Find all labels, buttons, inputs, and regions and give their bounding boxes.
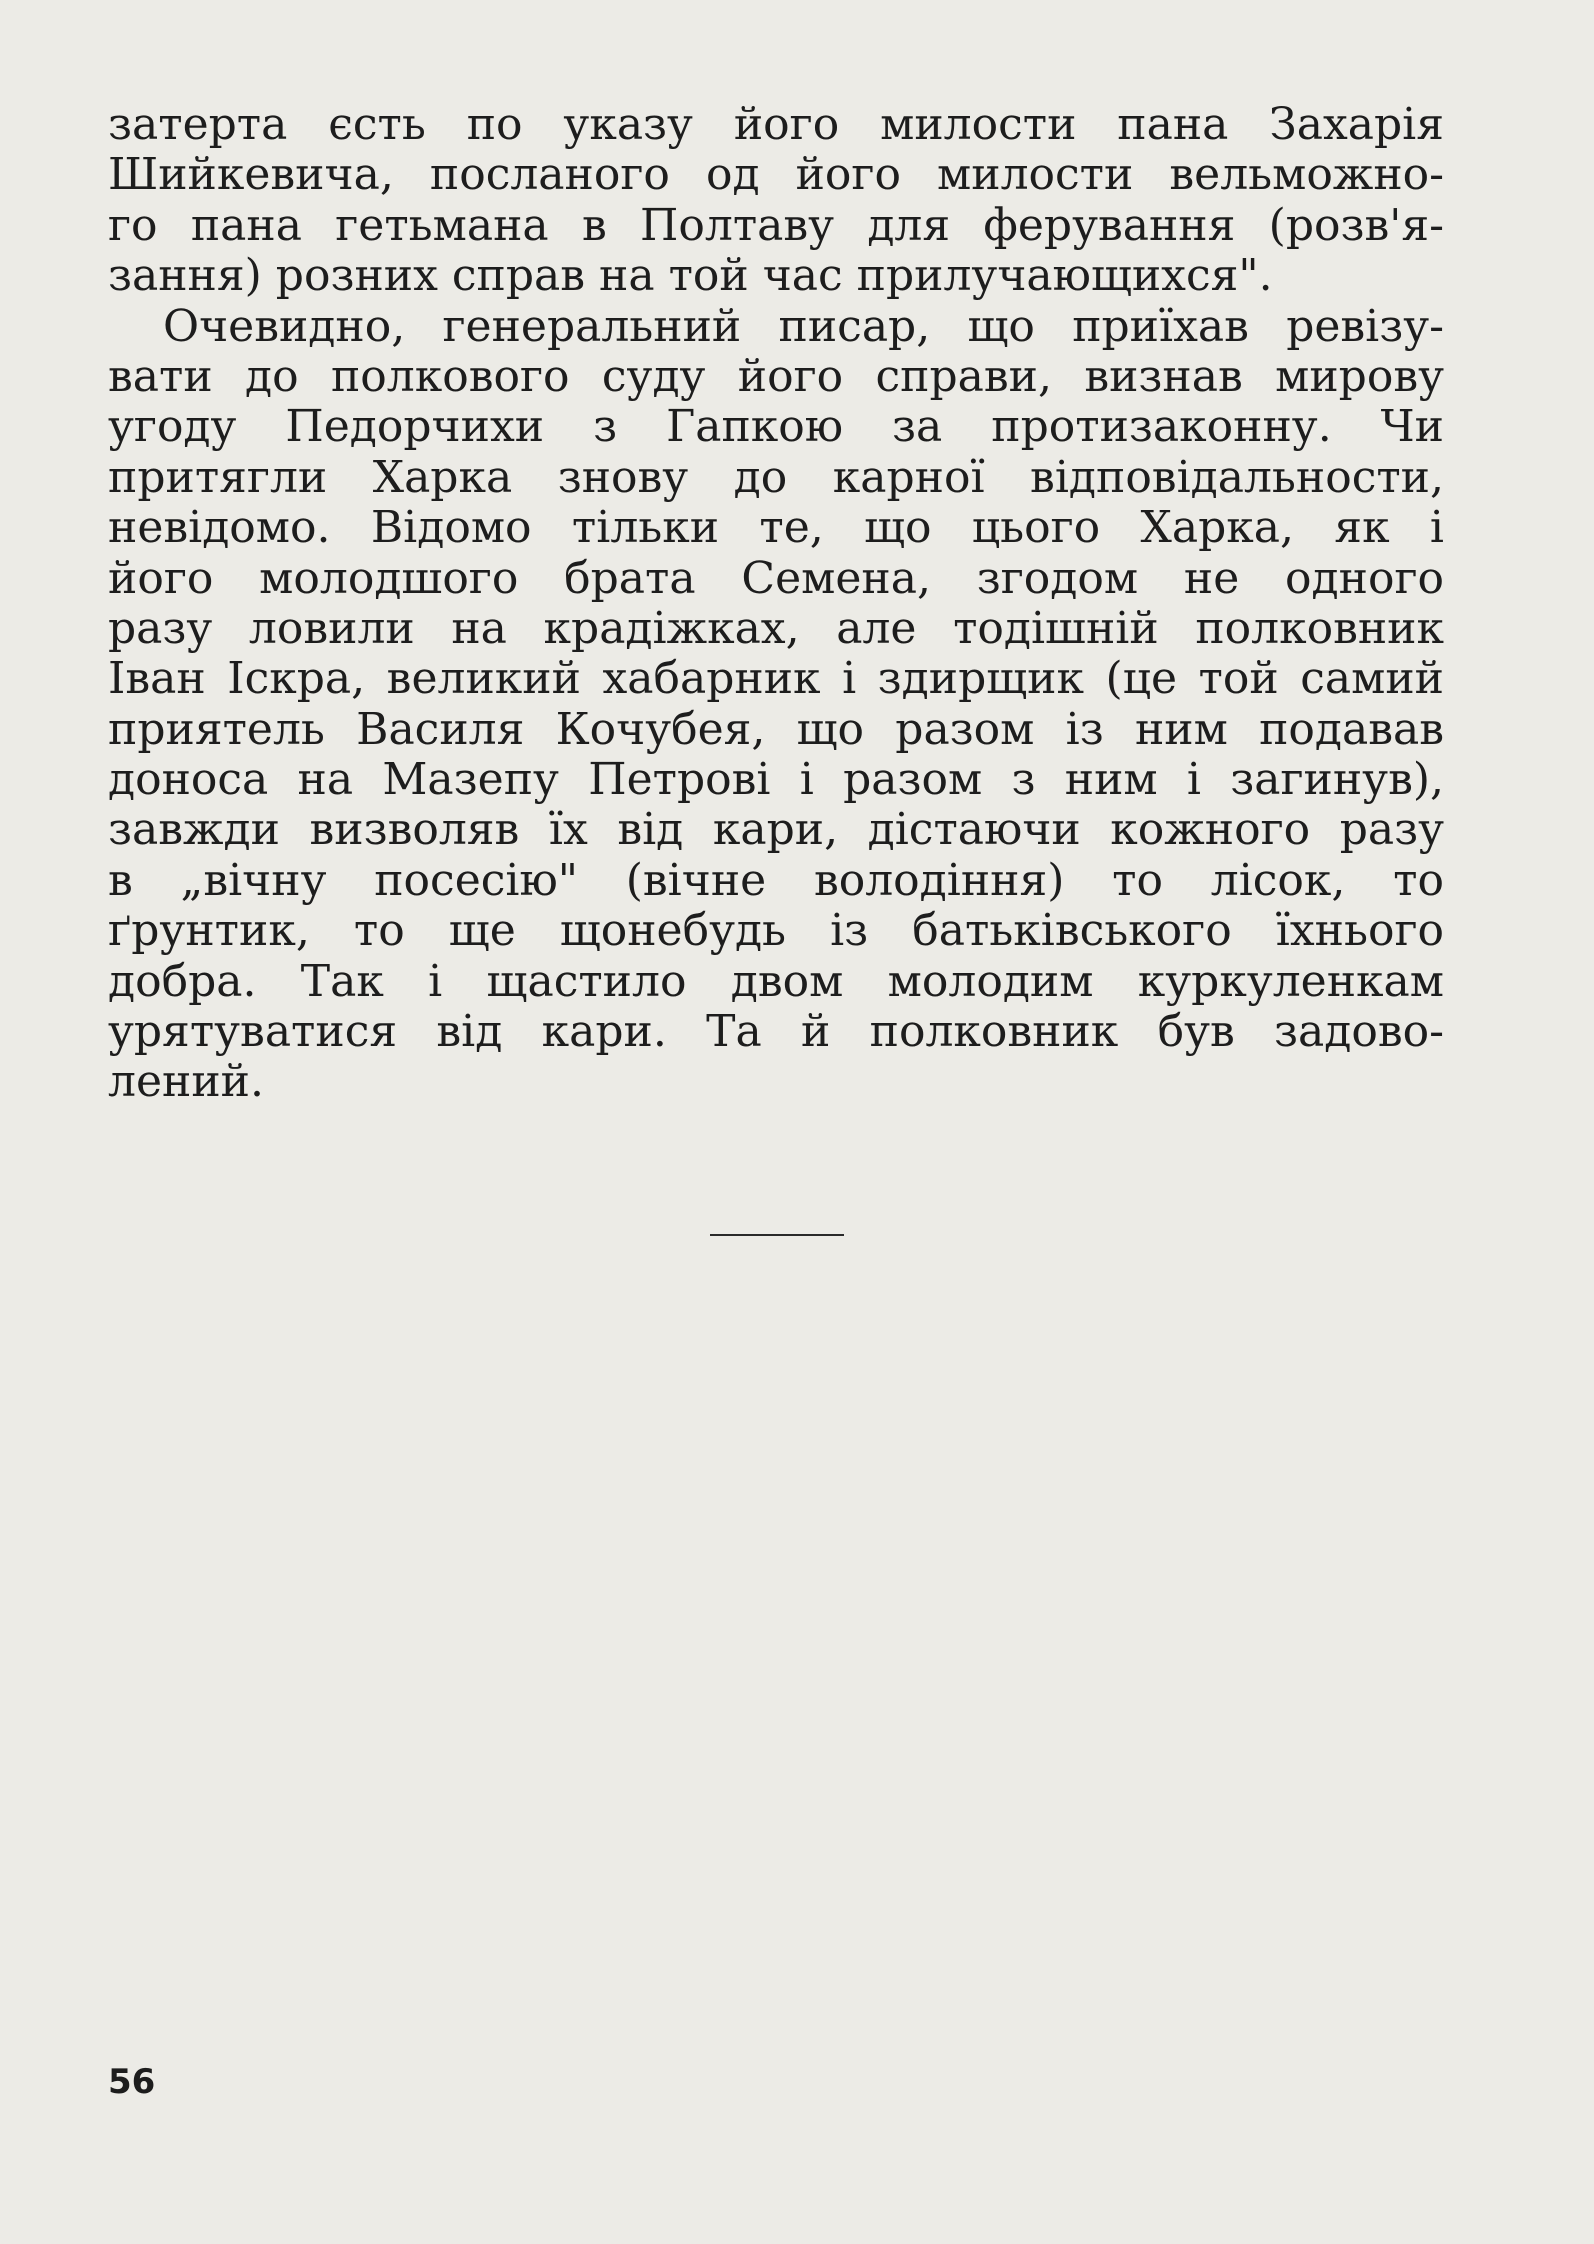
- text-line: в „вічну посесію" (вічне володіння) то лісок, то: [108, 855, 1444, 906]
- text-line: завжди визволяв їх від кари, дістаючи кожного разу: [108, 805, 1444, 856]
- text-line: його молодшого брата Семена, згодом не одного: [108, 553, 1444, 604]
- text-line: урятуватися від кари. Та й полковник був задово-: [108, 1007, 1444, 1058]
- text-line: угоду Педорчихи з Гапкою за протизаконну. Чи: [108, 402, 1444, 453]
- text-line: невідомо. Відомо тільки те, що цього Харка, як і: [108, 503, 1444, 554]
- text-line: зання) розних справ на той час прилучающихся".: [108, 251, 1273, 302]
- text-line: го пана гетьмана в Полтаву для ферування (розв'я-: [108, 200, 1444, 251]
- text-line: Шийкевича, посланого од його милости вельможно-: [108, 150, 1444, 201]
- body-text: [108, 100, 1444, 1108]
- text-line: разу ловили на крадіжках, але тодішній полковник: [108, 603, 1444, 654]
- text-line: ґрунтик, то ще щонебудь із батьківського їхнього: [108, 906, 1444, 957]
- text-line: лений.: [108, 1057, 264, 1108]
- text-line: доноса на Мазепу Петрові і разом з ним і загинув),: [108, 755, 1444, 806]
- section-divider: [710, 1234, 844, 1236]
- text-line: Очевидно, генеральний писар, що приїхав ревізу-: [163, 301, 1444, 352]
- text-line: притягли Харка знову до карної відповідальности,: [108, 452, 1444, 503]
- text-line: приятель Василя Кочубея, що разом із ним подавав: [108, 704, 1444, 755]
- text-line: добра. Так і щастило двом молодим куркуленкам: [108, 956, 1444, 1007]
- text-line: Іван Іскра, великий хабарник і здирщик (це той самий: [108, 654, 1444, 705]
- text-line: затерта єсть по указу його милости пана Захарія: [108, 100, 1444, 150]
- text-line: вати до полкового суду його справи, визнав мирову: [108, 351, 1444, 402]
- page-number: 56: [108, 2062, 156, 2102]
